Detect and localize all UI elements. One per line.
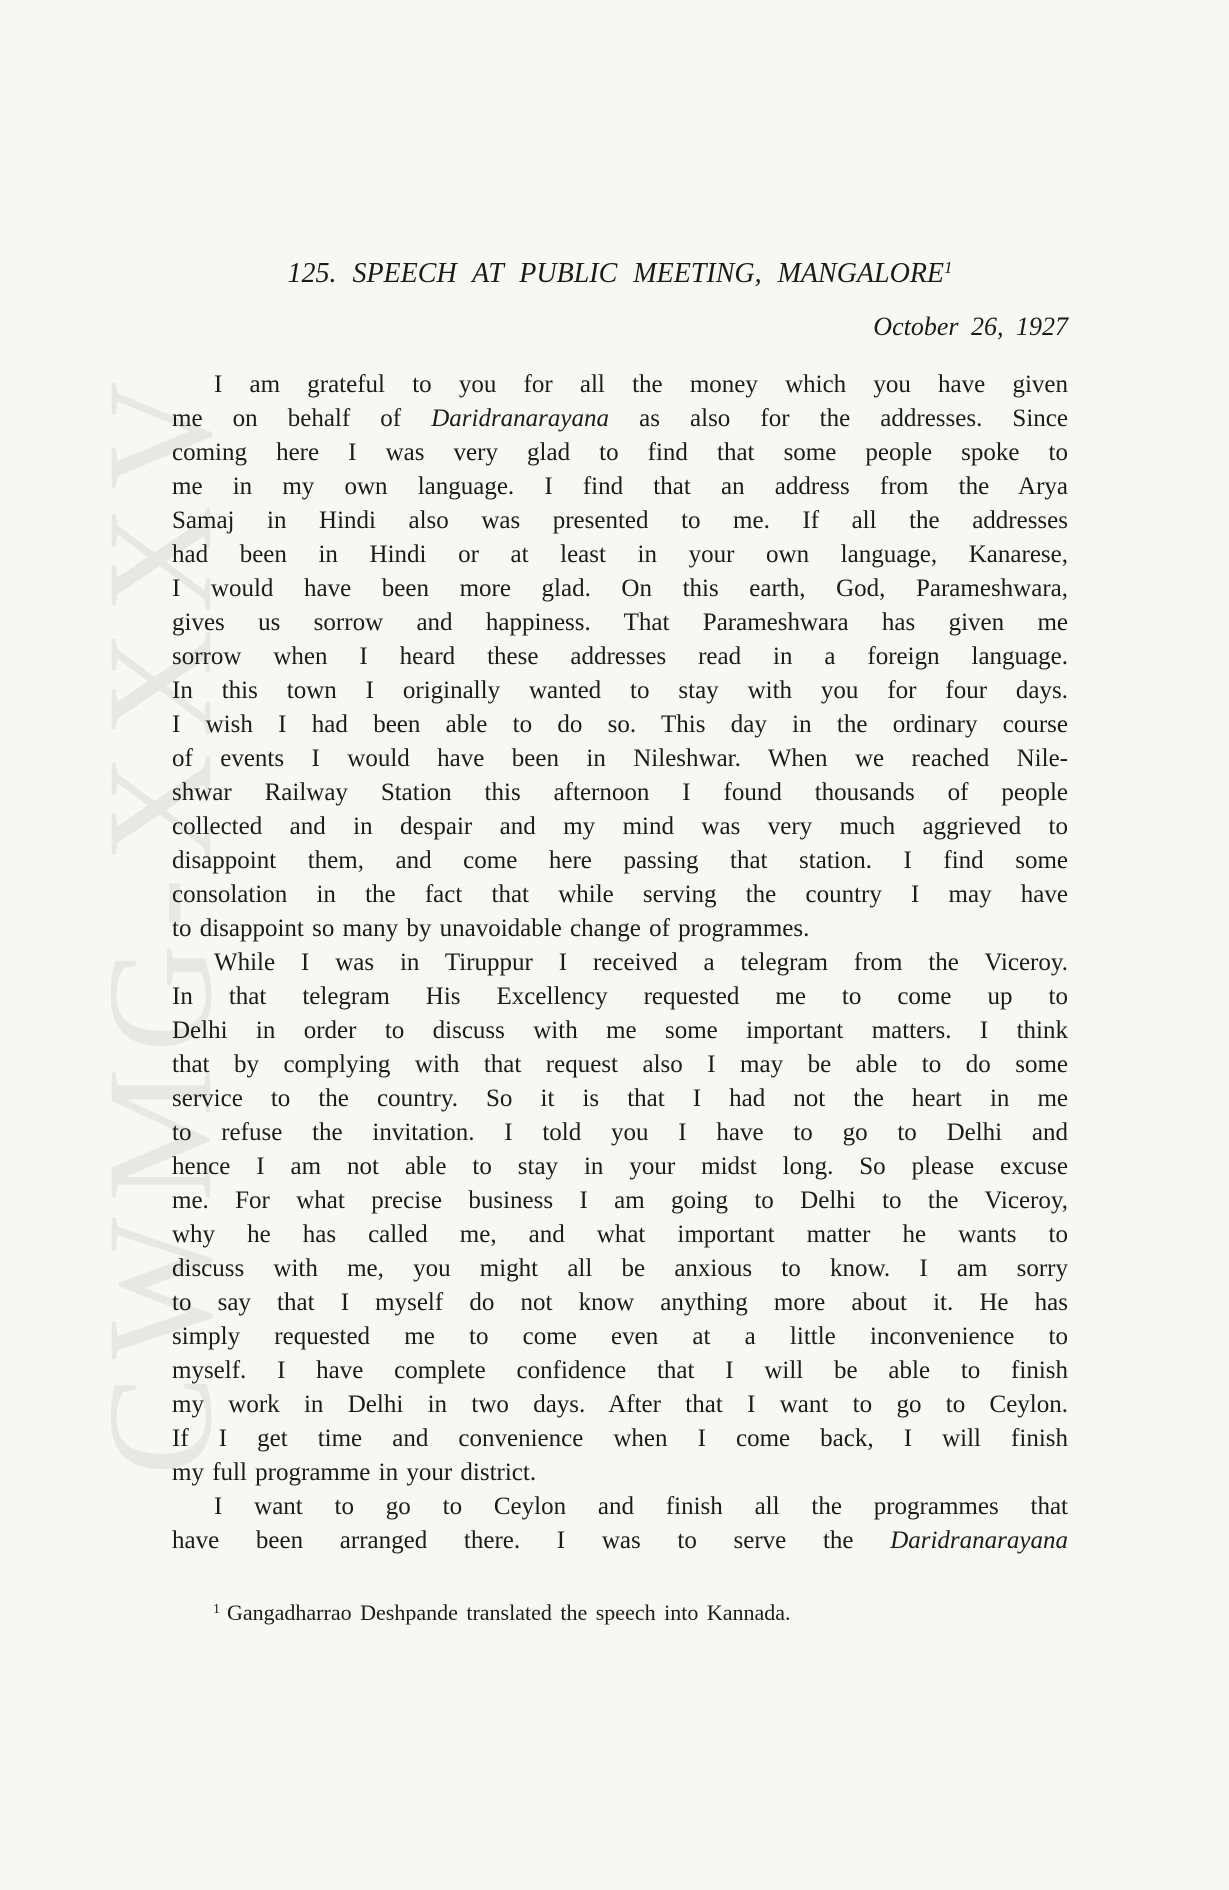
text-line [172,912,1068,946]
text-segment: simply requested me to come even at a little inconvenience to [172,1323,1068,1350]
text-line [172,810,1068,844]
text-segment: myself. I have complete confidence that I will be able to finish [172,1357,1068,1384]
chapter-title-text: SPEECH AT PUBLIC MEETING, MANGALORE [352,258,945,289]
text-segment: Samaj in Hindi also was presented to me. If all the addresses [172,507,1068,534]
italic-term: Daridranarayana [431,405,610,432]
text-segment: of events I would have been in Nileshwar. When we reached Nile- [172,745,1068,772]
text-line [172,606,1068,640]
chapter-number: 125. [287,258,337,289]
paragraph [172,368,1068,946]
text-segment: shwar Railway Station this afternoon I found thousands of people [172,779,1068,806]
text-line [172,1150,1068,1184]
text-line [172,708,1068,742]
text-line [172,1014,1068,1048]
text-segment: sorrow when I heard these addresses read in a foreign language. [172,643,1068,670]
text-line [172,1116,1068,1150]
text-segment: coming here I was very glad to find that some people spoke to [172,439,1068,466]
text-line [172,538,1068,572]
text-line [172,504,1068,538]
text-line [172,878,1068,912]
text-segment: to say that I myself do not know anything more about it. He has [172,1289,1068,1316]
text-line [172,674,1068,708]
text-line [172,1524,1068,1558]
body-text [172,368,1068,1558]
text-line [172,572,1068,606]
text-segment: While I was in Tiruppur I received a telegram from the Viceroy. [214,949,1068,976]
text-segment: If I get time and convenience when I come back, I will finish [172,1425,1068,1452]
text-segment: my full programme in your district. [172,1459,537,1486]
text-segment: hence I am not able to stay in your midst long. So please excuse [172,1153,1068,1180]
text-line [172,946,1068,980]
text-segment: why he has called me, and what important matter he wants to [172,1221,1068,1248]
paragraph [172,946,1068,1490]
chapter-title [172,252,1068,290]
watermark-text: CWMG-XXXV [77,364,243,1476]
text-segment: I wish I had been able to do so. This day in the ordinary course [172,711,1068,738]
text-line [172,1184,1068,1218]
text-segment: me. For what precise business I am going to Delhi to the Viceroy, [172,1187,1068,1214]
text-segment: my work in Delhi in two days. After that I want to go to Ceylon. [172,1391,1068,1418]
text-segment: service to the country. So it is that I had not the heart in me [172,1085,1068,1112]
page-content [172,252,1068,1627]
text-segment: In that telegram His Excellency requested me to come up to [172,983,1068,1010]
text-segment: Delhi in order to discuss with me some important matters. I think [172,1017,1068,1044]
text-line [172,368,1068,402]
text-segment: disappoint them, and come here passing that station. I find some [172,847,1068,874]
text-segment: had been in Hindi or at least in your own language, Kanarese, [172,541,1068,568]
footnote-marker: 1 [213,1602,220,1617]
text-line [172,402,1068,436]
text-segment: discuss with me, you might all be anxious to know. I am sorry [172,1255,1068,1282]
text-segment: I would have been more glad. On this earth, God, Parameshwara, [172,575,1068,602]
text-line [172,1082,1068,1116]
footnote [213,1596,1068,1627]
text-segment: gives us sorrow and happiness. That Parameshwara has given me [172,609,1068,636]
text-line [172,640,1068,674]
text-line [172,742,1068,776]
text-line [172,1048,1068,1082]
text-segment: as also for the addresses. Since [609,405,1068,432]
dateline: October 26, 1927 [873,312,1068,341]
title-footnote-ref: 1 [944,258,953,277]
text-segment: In this town I originally wanted to stay with you for four days. [172,677,1068,704]
text-line [172,1320,1068,1354]
text-segment: me in my own language. I find that an address from the Arya [172,473,1068,500]
text-line [172,980,1068,1014]
text-segment: to disappoint so many by unavoidable change of programmes. [172,915,810,942]
text-line [172,1388,1068,1422]
text-segment: me on behalf of [172,405,432,432]
text-line [172,844,1068,878]
text-line [172,1252,1068,1286]
text-segment: I am grateful to you for all the money which you have given [214,371,1068,398]
text-segment: have been arranged there. I was to serve the [172,1527,891,1554]
text-segment: collected and in despair and my mind was very much aggrieved to [172,813,1068,840]
footnote-text: Gangadharrao Deshpande translated the speech into Kannada. [227,1600,791,1625]
text-segment: to refuse the invitation. I told you I have to go to Delhi and [172,1119,1068,1146]
text-line [172,776,1068,810]
text-segment: that by complying with that request also I may be able to do some [172,1051,1068,1078]
text-segment: I want to go to Ceylon and finish all the programmes that [214,1493,1068,1520]
text-line [172,1218,1068,1252]
text-line [172,436,1068,470]
text-line [172,1456,1068,1490]
text-line [172,1422,1068,1456]
text-line [172,1490,1068,1524]
text-line [172,1354,1068,1388]
text-line [172,470,1068,504]
text-line [172,1286,1068,1320]
text-segment: consolation in the fact that while serving the country I may have [172,881,1068,908]
italic-term: Daridranarayana [890,1527,1068,1554]
paragraph [172,1490,1068,1558]
